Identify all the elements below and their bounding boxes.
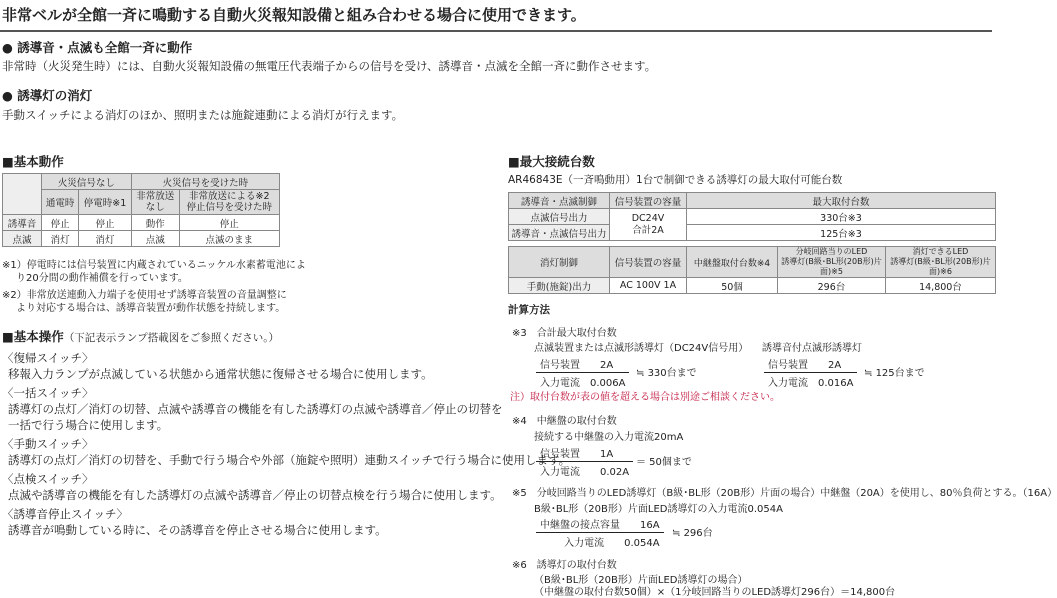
header-capacity: 信号装置の容量 — [610, 193, 687, 209]
note-3-left-fraction: 信号装置 2A 入力電流 0.006A — [536, 356, 629, 389]
warning-note: 注）取付台数が表の値を超える場合は別途ご相談ください。 — [510, 392, 780, 403]
max-connections-title: ■最大接続台数 — [508, 154, 595, 169]
switch-name-inspection: 〈点検スイッチ〉 — [2, 472, 94, 486]
switch-name-sound-stop: 〈誘導音停止スイッチ〉 — [2, 507, 129, 521]
calc-title: 計算方法 — [508, 304, 550, 316]
note-1-line-a: ※1）停電時には信号装置に内蔵されているニッケル水素蓄電池によ — [2, 260, 306, 271]
table-row: 誘導音・点滅信号出力 125台※3 — [509, 225, 996, 241]
capacity-dc24v: DC24V 合計2A — [610, 209, 687, 241]
note-3-left-result: ≒ 330台まで — [636, 368, 697, 379]
header-lights-off-capacity: 信号装置の容量 — [610, 247, 687, 278]
switch-name-reset: 〈復帰スイッチ〉 — [2, 351, 94, 365]
header-broadcast-stop: 非常放送による※2 停止信号を受けた時 — [179, 190, 279, 215]
header-outage: 停電時※1 — [79, 190, 132, 215]
header-lights-off-control: 消灯制御 — [509, 247, 610, 278]
switch-desc-sound-stop: 誘導音が鳴動している時に、その誘導音を停止させる場合に使用します。 — [8, 523, 387, 537]
max-connections-table-signal — [508, 192, 996, 241]
header-normal: 通電時 — [42, 190, 79, 215]
note-3-right-fraction: 信号装置 2A 入力電流 0.016A — [764, 356, 857, 389]
note-2-line-a: ※2）非常放送連動入力端子を使用せず誘導音装置の音量調整に — [2, 290, 287, 301]
header-off-led: 消灯できるLED 誘導灯(B級･BL形(20B形)片面)※6 — [885, 247, 995, 278]
table-row: 点滅 消灯 消灯 点滅 点滅のまま — [3, 231, 280, 247]
note-4-result: ＝ 50個まで — [636, 457, 692, 468]
header-max-count: 最大取付台数 — [687, 193, 996, 209]
note-5-line-1: ※5 分岐回路当りのLED誘導灯（B級･BL形（20B形）片面の場合）中継盤（20A）を使用し、80％負荷とする。（16A） — [512, 488, 1057, 499]
basic-action-title: ■基本動作 — [2, 154, 64, 169]
max-connections-table-lights-off — [508, 246, 996, 294]
note-6-line-1: （B級･BL形（20B形）片面LED誘導灯の場合） — [534, 575, 748, 586]
note-3-right-label: 誘導音付点滅形誘導灯 — [762, 343, 862, 354]
header-branch-led: 分岐回路当りのLED 誘導灯(B級･BL形(20B形)片面)※5 — [778, 247, 886, 278]
feature-title-simultaneous: ● 誘導音・点滅も全館一斉に動作 — [2, 40, 193, 55]
table-row: 手動(施錠)出力 AC 100V 1A 50個 296台 14,800台 — [509, 278, 996, 294]
switch-name-manual: 〈手動スイッチ〉 — [2, 437, 94, 451]
switch-desc-batch-2: 一括で行う場合に使用します。 — [8, 418, 169, 432]
header-no-broadcast: 非常放送 なし — [131, 190, 179, 215]
note-4-fraction: 信号装置 1A 入力電流 0.02A — [536, 445, 633, 478]
header-fire-none: 火災信号なし — [42, 174, 132, 190]
basic-action-table — [2, 173, 280, 247]
note-3-right-result: ≒ 125台まで — [864, 368, 925, 379]
basic-operation-title: ■基本操作（下記表示ランプ搭載図をご参照ください。） — [2, 329, 280, 344]
header-control: 誘導音・点滅制御 — [509, 193, 610, 209]
note-2-line-b: より対応する場合は、誘導音装置が動作状態を持続します。 — [16, 303, 286, 314]
note-5-fraction: 中継盤の接点容量 16A 入力電流 0.054A — [536, 516, 664, 549]
table-row: 誘導音 停止 停止 動作 停止 — [3, 215, 280, 231]
switch-desc-reset: 移報入力ランプが点滅している状態から通常状態に復帰させる場合に使用します。 — [8, 367, 433, 381]
note-4-desc: 接続する中継盤の入力電流20mA — [534, 432, 684, 443]
table-row: 点滅信号出力 DC24V 合計2A 330台※3 — [509, 209, 996, 225]
switch-desc-batch: 誘導灯の点灯／消灯の切替、点滅や誘導音の機能を有した誘導灯の点滅や誘導音／停止の切替を — [8, 402, 503, 416]
note-5-line-2: B級･BL形（20B形）片面LED誘導灯の入力電流0.054A — [534, 504, 783, 515]
switch-name-batch: 〈一括スイッチ〉 — [2, 386, 94, 400]
feature-body-simultaneous: 非常時（火災発生時）には、自動火災報知設備の無電圧代表端子からの信号を受け、誘導音・点滅を全館一斉に動作させます。 — [2, 59, 657, 73]
note-6-title: ※6 誘導灯の取付台数 — [512, 560, 617, 571]
note-1-line-b: り20分間の動作補償を行っています。 — [16, 273, 188, 284]
header-fire-received: 火災信号を受けた時 — [131, 174, 279, 190]
feature-body-lights-off: 手動スイッチによる消灯のほか、照明または施錠連動による消灯が行えます。 — [2, 108, 404, 122]
basic-operation-title-note: （下記表示ランプ搭載図をご参照ください。） — [63, 332, 280, 344]
note-5-result: ≒ 296台 — [672, 528, 713, 539]
page-headline: 非常ベルが全館一斉に鳴動する自動火災報知設備と組み合わせる場合に使用できます。 — [0, 2, 992, 32]
switch-desc-manual: 誘導灯の点灯／消灯の切替を、手動で行う場合や外部（施錠や照明）連動スイッチで行う場合に使用します。 — [8, 453, 571, 467]
max-connections-subtitle: AR46843E（一斉鳴動用）1台で制御できる誘導灯の最大取付可能台数 — [508, 174, 843, 186]
note-4-title: ※4 中継盤の取付台数 — [512, 416, 617, 427]
note-3-title: ※3 合計最大取付台数 — [512, 328, 617, 339]
switch-desc-inspection: 点滅や誘導音の機能を有した誘導灯の点滅や誘導音／停止の切替点検を行う場合に使用します。 — [8, 488, 502, 502]
feature-title-lights-off: ● 誘導灯の消灯 — [2, 88, 93, 103]
note-6-line-2: （中継盤の取付台数50個）×（1分岐回路当りのLED誘導灯296台）＝14,800台 — [534, 587, 896, 598]
note-3-left-label: 点滅装置または点滅形誘導灯（DC24V信号用） — [534, 343, 749, 354]
table-corner — [3, 174, 42, 215]
header-relay-count: 中継盤取付台数※4 — [687, 247, 778, 278]
